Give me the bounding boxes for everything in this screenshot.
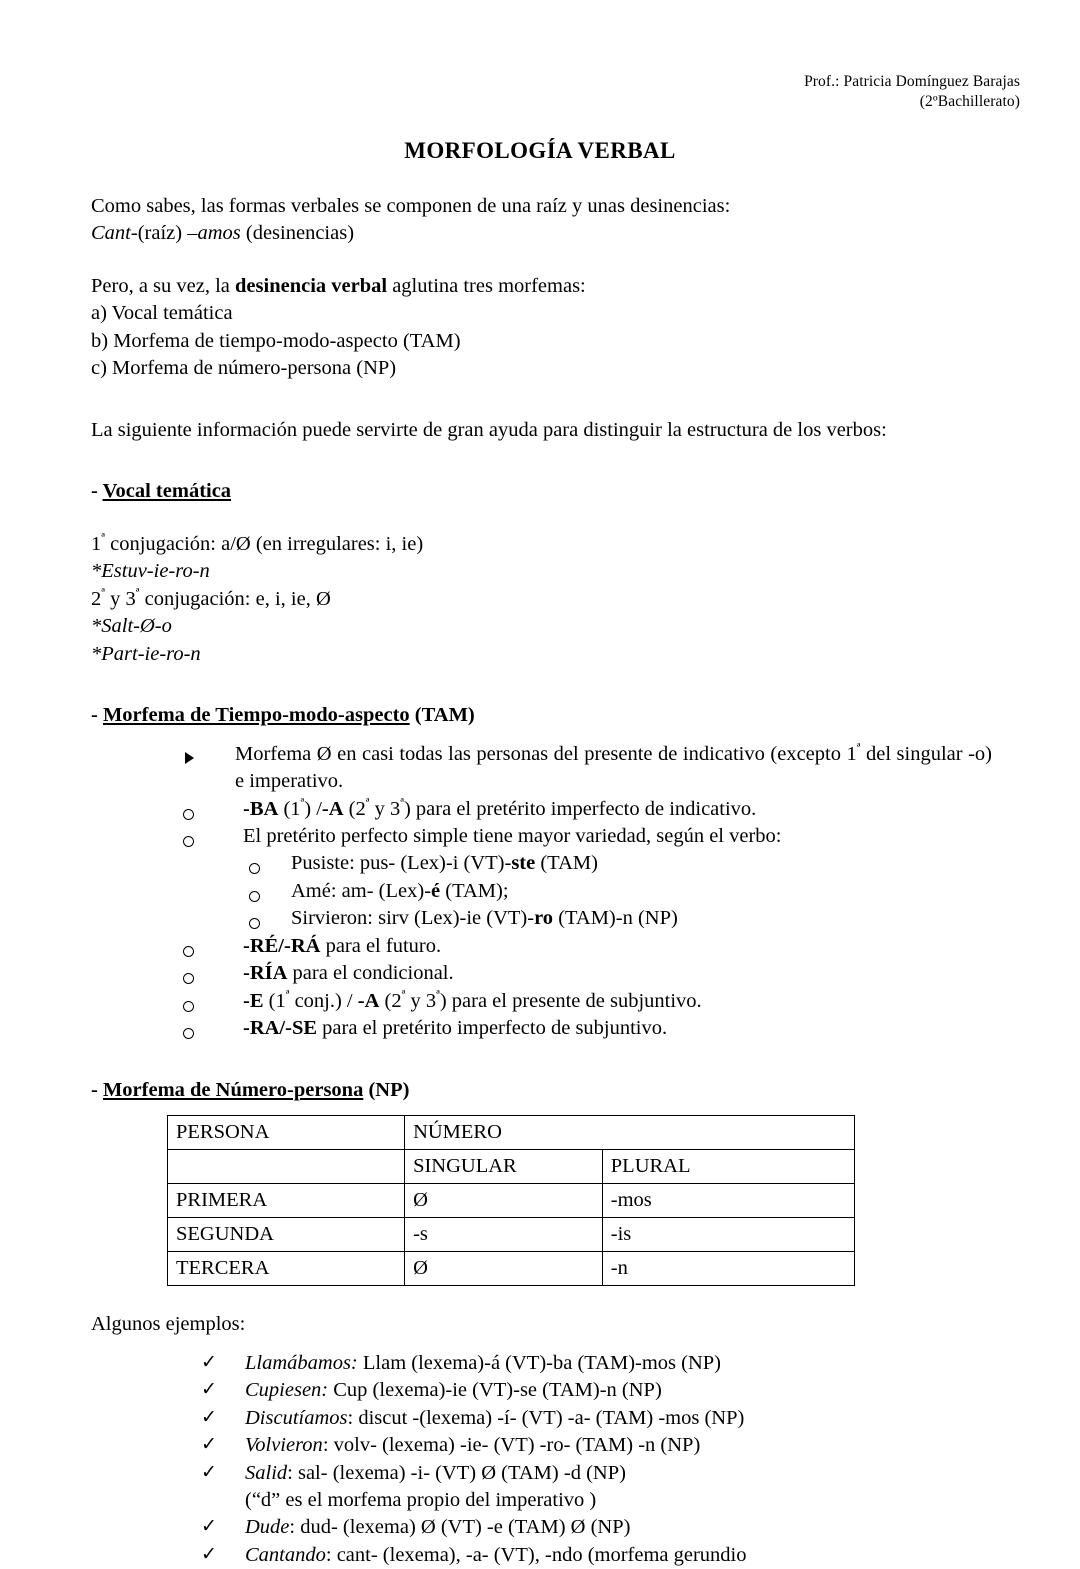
tam-subitem-3-text — [291, 905, 996, 932]
example-verb: Dude — [245, 1516, 290, 1539]
section-heading-vocal-tematica — [91, 478, 996, 505]
section-heading-suffix: (NP) — [363, 1078, 410, 1101]
section-dash: - — [91, 480, 103, 503]
tam-b2-mid4: y 3 — [369, 797, 401, 820]
example-item-1-text — [245, 1350, 996, 1377]
vt-example-2: *Salt-Ø-o — [91, 615, 172, 638]
checkmark-bullet-icon: ✓ — [201, 1516, 217, 1538]
morpheme-item-a: a) Vocal temática — [91, 302, 233, 325]
tam-bullet-7 — [183, 1015, 996, 1042]
ordinal-marker: ª — [300, 794, 305, 810]
tam-bullet-1-text — [235, 741, 996, 796]
hollow-circle-bullet-icon — [183, 933, 243, 955]
example-item-3 — [201, 1405, 996, 1432]
checkmark-bullet-icon: ✓ — [201, 1351, 217, 1373]
number-person-table — [167, 1115, 855, 1286]
tam-bullet-4-text — [243, 933, 996, 960]
vt-conj2-text: conjugación: e, i, ie, Ø — [139, 587, 331, 610]
sub3-morpheme: ro — [534, 907, 554, 930]
vt-conjugation-2 — [91, 586, 996, 613]
morpheme-item-c: c) Morfema de número-persona (NP) — [91, 357, 397, 380]
table-header-numero: NÚMERO — [405, 1116, 855, 1150]
document-body — [91, 193, 996, 1569]
section-heading-suffix: (TAM) — [409, 704, 475, 727]
tam-bullet-2 — [183, 796, 996, 823]
tam-b6-mid1: (1 — [263, 989, 286, 1012]
table-row — [168, 1116, 855, 1150]
table-row — [168, 1218, 855, 1252]
ordinal-marker: ª — [135, 584, 140, 600]
vt-example-1: *Estuv-ie-ro-n — [91, 560, 210, 583]
tam-subitem-2-text — [291, 878, 996, 905]
tam-bullet-1b: del singular -o) e imperativo. — [235, 742, 993, 793]
table-cell-plural: -mos — [602, 1184, 854, 1218]
vt-conj2-mid: y 3 — [104, 587, 136, 610]
intro-paragraph-2-post: aglutina tres morfemas: — [387, 274, 586, 297]
morpheme-ba: -BA — [243, 797, 279, 820]
tam-bullet-7-text — [243, 1015, 996, 1042]
example-item-3-text — [245, 1405, 996, 1432]
example-analysis: Llam (lexema)-á (VT)-ba (TAM)-mos (NP) — [357, 1351, 721, 1374]
intro-paragraph-2-pre: Pero, a su vez, la — [91, 274, 236, 297]
sub1-pre: Pusiste: pus- (Lex)-i (VT)- — [291, 852, 512, 875]
example-item-5 — [201, 1460, 996, 1487]
checkmark-bullet-icon: ✓ — [201, 1379, 217, 1401]
hollow-circle-bullet-icon — [249, 850, 291, 872]
morpheme-ria: -RÍA — [243, 962, 288, 985]
example-ending: –amos — [187, 222, 241, 245]
example-item-6-text — [245, 1514, 996, 1541]
vt-example-3: *Part-ie-ro-n — [91, 642, 201, 665]
checkmark-bullet-icon: ✓ — [201, 1434, 217, 1456]
example-item-1 — [201, 1350, 996, 1377]
example-verb: Cantando — [245, 1543, 326, 1566]
tam-bullet-6-text — [243, 988, 996, 1015]
tam-b7-rest: para el pretérito imperfecto de subjuntivo. — [317, 1017, 668, 1040]
example-item-4-text — [245, 1432, 996, 1459]
morpheme-e: -E — [243, 989, 264, 1012]
example-ending-label: (desinencias) — [240, 222, 355, 245]
example-analysis: : dud- (lexema) Ø (VT) -e (TAM) Ø (NP) — [289, 1516, 631, 1539]
morpheme-a-subj: -A — [357, 989, 380, 1012]
tam-bullet-1 — [183, 741, 996, 796]
example-root-label: -(raíz) — [130, 222, 188, 245]
hollow-circle-bullet-icon — [249, 878, 291, 900]
tam-bullet-2-text — [243, 796, 996, 823]
table-cell-plural: -n — [602, 1252, 854, 1286]
example-item-7 — [201, 1542, 996, 1569]
ordinal-marker: ª — [436, 986, 440, 1002]
tam-b2-end: ) para el pretérito imperfecto de indicativo. — [403, 797, 757, 820]
example-root: Cant — [91, 222, 131, 245]
intro-example-1 — [91, 220, 996, 247]
tam-b6-mid4: y 3 — [405, 989, 437, 1012]
tam-bullet-5 — [183, 960, 996, 987]
checkmark-bullet-icon: ✓ — [201, 1543, 217, 1565]
intro-paragraph-3: La siguiente información puede servirte de gran ayuda para distinguir la estructura de los verbos: — [91, 418, 887, 441]
tam-subitem-1-text — [291, 850, 996, 877]
example-verb: Volvieron — [245, 1434, 323, 1457]
table-cell-persona: TERCERA — [168, 1252, 405, 1286]
section-heading-tam — [91, 702, 996, 729]
intro-paragraph-2 — [91, 273, 996, 300]
tam-bullet-5-text — [243, 960, 996, 987]
table-cell-persona: PRIMERA — [168, 1184, 405, 1218]
example-analysis: : volv- (lexema) -ie- (VT) -ro- (TAM) -n (NP) — [322, 1434, 701, 1457]
sub1-morpheme: ste — [511, 852, 536, 875]
ordinal-marker: ª — [285, 986, 290, 1002]
example-item-6 — [201, 1514, 996, 1541]
tam-b5-rest: para el condicional. — [287, 962, 454, 985]
tam-b4-rest: para el futuro. — [320, 934, 442, 957]
example-item-4 — [201, 1432, 996, 1459]
tam-b6-mid2: conj.) / — [289, 989, 358, 1012]
sub3-post: (TAM)-n (NP) — [553, 907, 678, 930]
example-verb: Salid — [245, 1461, 288, 1484]
tam-subitem-2 — [249, 878, 996, 905]
section-dash: - — [91, 704, 103, 727]
table-cell-singular: -s — [405, 1218, 603, 1252]
sub2-post: (TAM); — [440, 879, 509, 902]
morpheme-re-ra: -RÉ/-RÁ — [243, 934, 321, 957]
example-verb: Discutíamos — [245, 1406, 348, 1429]
tam-b2-mid3: (2 — [343, 797, 366, 820]
checkmark-bullet-icon: ✓ — [201, 1406, 217, 1428]
tam-subitem-3 — [249, 905, 996, 932]
hollow-circle-bullet-icon — [183, 1015, 243, 1037]
example-analysis: : discut -(lexema) -í- (VT) -a- (TAM) -mos (NP) — [347, 1406, 745, 1429]
morpheme-item-b: b) Morfema de tiempo-modo-aspecto (TAM) — [91, 329, 461, 352]
tam-bullet-3 — [183, 823, 996, 850]
section-heading-label: Vocal temática — [102, 480, 232, 503]
sub1-post: (TAM) — [535, 852, 598, 875]
table-row — [168, 1150, 855, 1184]
table-header-singular: SINGULAR — [405, 1150, 603, 1184]
table-cell-singular: Ø — [405, 1184, 603, 1218]
table-header-persona: PERSONA — [168, 1116, 405, 1150]
table-header-plural: PLURAL — [602, 1150, 854, 1184]
ordinal-marker: ª — [101, 584, 105, 600]
np-table-container — [167, 1115, 996, 1286]
section-heading-label: Morfema de Número-persona — [102, 1078, 364, 1101]
table-cell-singular: Ø — [405, 1252, 603, 1286]
ordinal-marker: ª — [401, 986, 406, 1002]
table-cell-persona: SEGUNDA — [168, 1218, 405, 1252]
triangle-bullet-icon — [183, 741, 235, 764]
table-row — [168, 1252, 855, 1286]
tam-bullet-6 — [183, 988, 996, 1015]
header-professor: Prof.: Patricia Domínguez Barajas — [804, 73, 1020, 90]
intro-paragraph-1: Como sabes, las formas verbales se componen de una raíz y unas desinencias: — [91, 195, 731, 217]
ordinal-marker: ª — [856, 739, 861, 755]
tam-b2-mid1: (1 — [278, 797, 301, 820]
tam-bullet-4 — [183, 933, 996, 960]
term-desinencia-verbal: desinencia verbal — [235, 274, 388, 297]
example-analysis: : cant- (lexema), -a- (VT), -ndo (morfema gerundio — [325, 1543, 747, 1566]
morpheme-a: -A — [321, 797, 344, 820]
page-title: MORFOLOGÍA VERBAL — [404, 138, 676, 163]
example-item-7-text — [245, 1542, 996, 1569]
tam-bullet-1a: Morfema Ø en casi todas las personas del presente de indicativo (excepto 1 — [235, 742, 857, 765]
example-analysis: Cup (lexema)-ie (VT)-se (TAM)-n (NP) — [328, 1379, 662, 1402]
hollow-circle-bullet-icon — [249, 905, 291, 927]
tam-b6-mid3: (2 — [379, 989, 402, 1012]
sub2-morpheme: é — [431, 879, 441, 902]
example-item-2 — [201, 1377, 996, 1404]
header-course: (2ºBachillerato) — [919, 93, 1020, 111]
table-cell-plural: -is — [602, 1218, 854, 1252]
ordinal-marker: ª — [365, 794, 370, 810]
section-heading-label: Morfema de Tiempo-modo-aspecto — [102, 704, 410, 727]
table-row — [168, 1184, 855, 1218]
morpheme-ra-se: -RA/-SE — [243, 1017, 318, 1040]
vt-conj2-num-a: 2 — [91, 587, 102, 610]
hollow-circle-bullet-icon — [183, 796, 243, 818]
hollow-circle-bullet-icon — [183, 960, 243, 982]
document-header — [804, 72, 1020, 112]
example-verb: Llamábamos: — [245, 1351, 358, 1374]
sub2-pre: Amé: am- (Lex)- — [291, 879, 432, 902]
hollow-circle-bullet-icon — [183, 823, 243, 845]
vt-conj1-text: conjugación: a/Ø (en irregulares: i, ie) — [104, 532, 424, 555]
hollow-circle-bullet-icon — [183, 988, 243, 1010]
example-analysis: : sal- (lexema) -i- (VT) Ø (TAM) -d (NP) — [287, 1461, 626, 1484]
example-item-5-text — [245, 1460, 996, 1487]
example-item-2-text — [245, 1377, 996, 1404]
vt-conjugation-1 — [91, 531, 996, 558]
vt-conj1-num: 1 — [91, 532, 102, 555]
section-heading-np — [91, 1077, 996, 1104]
checkmark-bullet-icon: ✓ — [201, 1461, 217, 1483]
ordinal-marker: ª — [101, 529, 105, 545]
examples-lead: Algunos ejemplos: — [91, 1313, 246, 1336]
table-cell-blank — [168, 1150, 405, 1184]
section-dash: - — [91, 1078, 103, 1101]
tam-b6-end: ) para el presente de subjuntivo. — [439, 989, 702, 1012]
tam-b2-mid2: ) / — [304, 797, 322, 820]
tam-subitem-1 — [249, 850, 996, 877]
sub3-pre: Sirvieron: sirv (Lex)-ie (VT)- — [291, 907, 535, 930]
tam-bullet-3-text: El pretérito perfecto simple tiene mayor variedad, según el verbo: — [243, 824, 782, 847]
example-verb: Cupiesen: — [245, 1379, 329, 1402]
imperative-note: (“d” es el morfema propio del imperativo ) — [245, 1489, 597, 1511]
ordinal-marker: ª — [400, 794, 404, 810]
